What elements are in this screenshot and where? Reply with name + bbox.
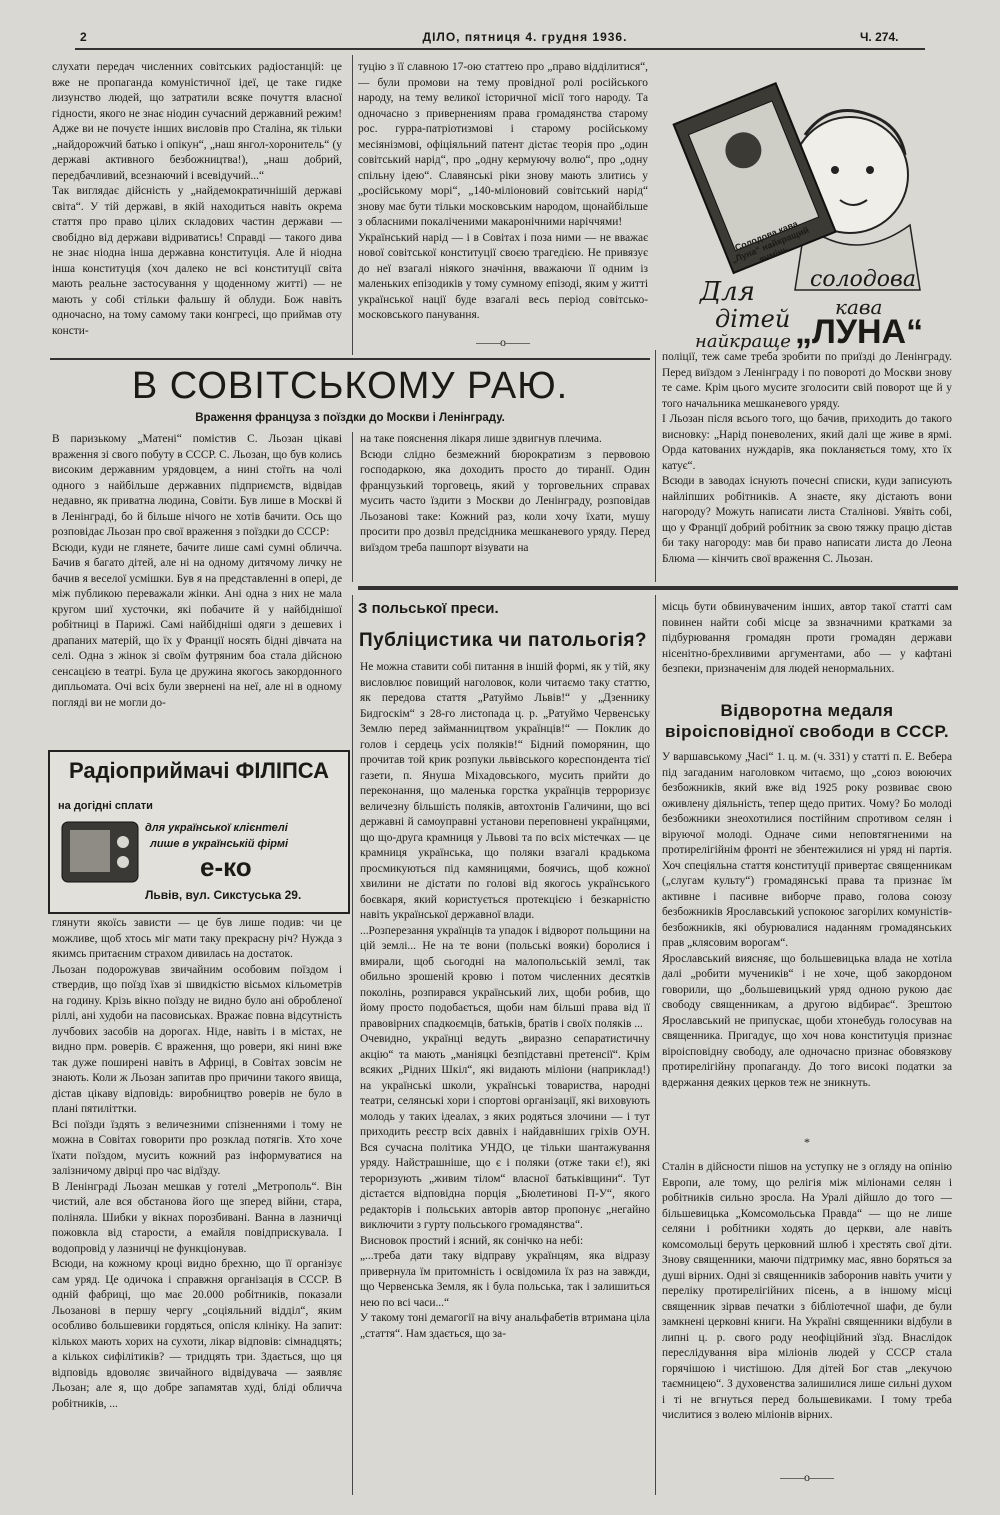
page-number: 2 xyxy=(80,30,87,44)
wavy-rule xyxy=(358,586,958,590)
article1-text-col3: поліції, теж саме треба зробити по приїзді до Ленінграду. Перед виїздом з Ленінграду і по повороті до Москви знову те саме. Крім цього мусите зголосити свій поворот ще й у того начальника мешканевого уряду. І Льозан після всього того, що бачив, приходить до такого висновку: „Нарід поневолених, який далі ще живе в ярмі. Орда катованих нуждарів, яка покланяється тому, хто їх катує“. Всюди в заводах існують почесні списки, куди записують найліпших робітників. А знаєте, яку дістають вони нагороду? Можуть написати листа Сталінові. Уявіть собі, що у Франції добрий робітник за свою тяжку працю дістав би таку нагороду: мав би право написати листа до Леона Блюма — кінчить свої враження С. Льозан. xyxy=(662,351,952,565)
section-rule xyxy=(50,358,650,360)
article1-title: В СОВІТСЬКОМУ РАЮ. xyxy=(131,365,569,407)
header-rule xyxy=(75,48,925,50)
philips-advertisement xyxy=(48,750,350,914)
star-separator: * xyxy=(804,1135,810,1149)
column-divider xyxy=(352,55,353,355)
luna-box-label: Солодова кава „Луна“ найкращий ячмінь xyxy=(729,218,811,266)
philips-line2: лише в українській фірмі xyxy=(150,838,289,850)
luna-slogan-5: найкраще xyxy=(695,331,791,352)
continuation-text-col2: туцію з її славною 17-ою статтею про „право відділитися“, — були промови на тему провідної ролі російського народу, на тему великої історичної місії того народу. Та одночасно з привернениям права громадянства старому рос. гурра-патріотизмові і старому російському месіянізмові, офіціяльний патент дістає теорія про „один совітський нарід“, про „одну кермуючу волю“, про „одну спільну ідею“. Славянські ріки знову мають злитись у „російському морі“, „140-міліоновий совітський нарід“ знову має бути тільки московським народом, щонайбільше з обласними покаліченими макаронічними наріччями! Український нарід — і в Совітах і поза ними — не вважає нової совітської конституції своєю трагедією. Не привязує до неї взагалі ніякого значіння, вважаючи її одним із маленьких епізодиків у тому сумному епізоді, яким у житті української нації буде взагалі весь період совітсько-московського панування. xyxy=(358,61,648,321)
luna-slogan-2: солодова xyxy=(810,267,916,292)
article1-text-col1-continued: глянути якоїсь зависти — це був лише подив: чи це можливе, щоб хтось міг мати таку прекрасну річ? Нужда з якимсь притаєним страхом дивилась на достаток. Льозан подорожував звичайним особовим поїздом і ствердив, що поїзд їхав зі швидкістю вісьмох кільометрів на годину. Крізь вікно поїзду не видно було ані обробленої ріллі, ані худоби на пасовиськах. Вражає повна відсутність лучбових засобів на дорогах. Ніде, навіть і в містах, не видно прм. роверів. Є враження, що ровери, які нині вже так дуже поширені навіть в Африці, в Совітах зовсім не знають. Коли ж Льозан запитав про причини такого явища, дістав цікаву відповідь: виробництво роверів не було в плані пятиліттки. Всі поїзди їздять з величезними спізненнями і тому не можна в Совітах говорити про розклад потягів. Хто хоче їхати поїздом, мусить кожний раз інформуватися на залізничому двірці про час відїзду. В Ленінграді Льозан мешкав у готелі „Метрополь“. Він чистий, але вся обстанова його ще зперед війни, стара, поліняла. Шибки у вікнах порозбивані. Ванна в лазничці пожовкла від старости, а емайля повідприскувала. І водопровід у лазничці не функціонував. Всюди, на кожному кроці видно брехню, що її організує сам уряд. Це одичока і справжня організація в СССР. В одній фабриці, що має 20.000 робітників, показали Льозанові в першу чергу „соціяльний відділ“, яким особливо большевики гордяться, опісля клініку. На запит: кількох мають хорих на сухоти, лікар відповів: сімнадцять; а кількох сифілітиків? — тридцять три. Здається, що ця відповідь вдоволяє звичайного відвідувача — заявляє Льозан; але я, що добре запамятав худі, бліді обличча робітників, ... xyxy=(52,917,342,1410)
luna-slogan-3: дітей xyxy=(715,305,791,333)
luna-advertisement xyxy=(655,55,955,355)
column-divider xyxy=(352,432,353,582)
child-with-box-illustration xyxy=(655,55,955,355)
article1-text-col2: на таке пояснення лікаря лише здвигнув плечима. Всюди слідно безмежний бюрократизм з первовою господаркою, яка доходить просто до тиранії. Один французький торговець, який у торговельних справах мусить часто їздити з Москви до Ленінграду, розповідав Льозанові таке: Кожний раз, коли хочу їхати, мушу просити про дозвіл предсідника мешканевого уряду. Перед виїздом треба пашпорт візувати на xyxy=(360,433,650,554)
article3-title: Відворотна медаля віроісповідної свободи в СССР. xyxy=(664,701,950,741)
continuation-text-col1: слухати передач численних совітських радіостанцій: це вже не пропаганда комуністичної ідеї, це таке гидке лизунство людей, що затратили всяке почуття власної гідности, якого не знає ніодин сучасний державний режим! Адже ви не почуєте інших висловів про Сталіна, як тільки „найдорожчий батько і опікун“, „наш янгол-хоронитель“ (у державі активного безбожництва!), „наш добрий, передбачливий, всезнаючий і всевідучий...“ Так виглядає дійсність у „найдемократичнішій державі світа“. У тій державі, в якій находиться навіть окрема стаття про право цілих складових частин держави — свобідно від держави відриватись! Справді — такого дива не знає ніодна інша державна конституція. Але й ніодна інша конституція (хоч далеко не всі конституції світа мають реальне застосування у щоденному житті) — не мають у собі стільки фальшу й облуди. Бож навіть одночасно, на тому самому таки конгресі, що приймав оту консти- xyxy=(52,61,342,337)
article1-subtitle: Враження француза з поїздки до Москви і Ленінграду. xyxy=(195,412,505,424)
philips-terms: на догідні сплати xyxy=(58,800,153,812)
masthead: ДІЛО, пятниця 4. грудня 1936. xyxy=(422,30,628,44)
article2-title: Публіцистика чи патольогія? xyxy=(358,630,648,651)
column-divider xyxy=(655,350,656,582)
article2-text: Не можна ставити собі питання в іншій формі, як у тій, яку висловлює повищий наголовок, коли читаємо таку статтю, як передова стаття „Ратуймо Львів!“ у „Дзеннику Бидгоскім“ з 28-го листопада ц. р. „Ратуймо Червенську Землю перед займанництвом українців!“ — Поклик до голов і сердець усіх поляків!“ Бідний поморянин, що прочитав той крик розпуки львівського кореспондента тієї газети, п. Януша Міхадовського, мусить прийти до переконання, що маленька горстка українців терроризує величезну більшість поляків, автохтонів Галичини, що всі державні й самоуправні установи переповнені українцями, що що-друга крамниця у Львові та по всіх містечках — це крамниця українська, що поляки взагалі крадькома просмикуються під камяницями, боячись, щоб кожної хвилини не дістати по голові від якогось українського боєвкаря, який користується протекцією і безкарністю навіть української державної влади. ...Розперезання українців та упадок і відворот польщини на цій землі... Не на те вони (польські вояки) боролися і вмирали, щоб сьогодні на малопольській землі, так обильно зрошеній кровю і потом численних десятків поколінь, розпирався український лих, щоби робив, що йому просто подобається, щоби нам більші права від її правовірних спадкоємців, батьків, братів і своїх поляків ... Очевидно, українці ведуть „виразно сепаратистичну акцію“ та мають „маніяцкі безпідставні претенсії“. Крім всяких „Рідних Шкіл“, які видають міліони (наприклад!) на українські школи, українські товариства, народні театри, селянські хори і спортові організації, які виховують молодь у таких ідеалах, з яких родяться злочини — і тут приходить реєстр всіх давніх і найдавніших гріхів ОУН. Вся сучасна політика УНДО, це тільки шантажування уряду. Найстрашніше, що є і поляки (отже таки є!), які тероризують „живим тілом“ власної батьківщини“. Тут дістаєтся відповідна порція „Бюлетинові П-У“, якого редакторів і польських авторів автор пропонує „негайно виключити з гурту польського громадянства“. Висновок простий і ясний, як сонічко на небі: „...треба дати таку відправу українцям, яка відразу привернула їм притомність і освідомила їх раз на завжди, що Червенська Земля, як і була польська, так і залишиться нею по всі часи...“ У такому тоні демагогії на вічу анальфабетів втримана ціла „стаття“. Нам здається, що за- xyxy=(360,661,650,1340)
luna-slogan-4: кава xyxy=(835,295,883,319)
article2-ending-text: місць бути обвинуваченим інших, автор такої статті сам повинен найти собі місце за звзначними кратками за підбурювання громадян проти громадян держави нісенітно-брехливими аргументами, або — у кафтані безпеки, призначенім для людей ненормальних. xyxy=(662,601,952,675)
article3-text: У варшавському „Часі“ 1. ц. м. (ч. 331) у статті п. Е. Вебера під загаданим наголовком читаємо, що „союз воюючих безбожників, який вже від 1925 року розвиває свою оживлену діяльність, тепер щедо притих. Чому? Бо молоді безбожники знеохотилися постійним спротивом селян і віруючої молоді. Одначе сими неповтягненими на протирелігійнім фронті не збентежилися ні уряд ні партія. Хоч спеціяльна стаття конституції привертає священникам („слугам культу“) громадянські права та признає їм активне і пасивне виборче право, голова союзу безбожників Ярославський успокоює загорілих комуністів-безбожників, які обурювалися наданням громадянських прав „клясовим ворогам“. Ярославський виясняє, що большевицька влада не хотіла далі „робити мучеників“ і не хоче, щоб закордоном говорили, що „большевицький уряд одною рукою дає свободу священникам, а другою відбирає“. Зрештою Ярославський не припускає, щоби хтонебудь голосував на священника. Пригадує, що хоч нова конституція признає віроісповідну свободу, але одночасно признає обовязкову протирелігійну пропаганду. До того високі податки за вдержання деяких церков теж не зникнуть. xyxy=(662,751,952,1089)
column-divider xyxy=(655,595,656,1495)
philips-firm: е-ко xyxy=(200,852,252,882)
philips-address: Львів, вул. Сикстуська 29. xyxy=(145,888,302,902)
article1-text-col1: В паризькому „Матені“ помістив С. Льозан цікаві враження зі свого побуту в СССР. С. Льозан, що був колись високим державним урядовцем, а нині стоїть на чолі одного з найбільше державних підприємств, відвідав недавно, як приватна людина, Совіти. Був лише в Москві й в Ленінграді, бо й більше нічого не хотів бачити. Ось що розповідає Льозан про свої враження з поїздки до СССР: Всюди, куди не глянете, бачите лише самі сумні обличча. Бачив я багато дітей, але ні на одному дитячому личку не бачив я веселої усмішки. Був я на представленні в опері, де між публикою переважали жінки. Ані одна з них не мала кругом шиї хусточки, які побачите й у найбіднішої робітниці в Парижі. Самі найбідніші одяги з дешевих і драпаних матерій, що їх у Франції носять бідні дівчата на селі. Одна з жінок зі своїм футряним боа стала дійсною сенсацією в театрі. Була це дружина якогось закордонного дипльомата. Очі всіх були звернені на неї, але ні в одному погляді ви не могли до- xyxy=(52,433,342,709)
philips-title: Радіоприймачі ФІЛІПСА xyxy=(68,758,330,783)
section-label: З польської преси. xyxy=(358,600,499,617)
luna-slogan-1: Для xyxy=(700,277,755,307)
luna-brand: „ЛУНА“ xyxy=(795,313,924,351)
column-divider xyxy=(352,595,353,1495)
article3-text-part2: Сталін в дійсности пішов на уступку не з огляду на опінію Европи, але тому, що релігія між міліонами селян і робітників сильно зросла. На Уралі дійшло до того — більшевицька „Комсомольська Правда“ — що не лише селяни і робітники ходять до церкви, але навіть комсомольці беруть церковний шлюб і хрестять свої діти. Знову священники, маючи підтримку мас, явно боряться за душі вірних. Одні зі священників заборонив навіть учити у переліку протирелігійних пісень, а в іншому місці священник зірвав печатки з бібліотечної шафи, де були замкнені церковні книги. На Україні священники відбули в липні ц. р. свого роду неофіційний зїзд. Внаслідок переслідування віра міліонів людей у СССР стала горячішою і чистішою. Для дітей Бог став „лекучою таємницею“. З духовенства залишилися лише сильні духом і ті не вгнуться перед большевиками. І тому треба числитися з волею міліонів вірних. xyxy=(662,1161,952,1421)
separator-mark: ——o—— xyxy=(476,335,530,349)
issue-number: Ч. 274. xyxy=(860,30,899,44)
philips-line1: для української клієнтелі xyxy=(145,822,288,834)
radio-icon xyxy=(60,820,140,885)
end-mark: ——o—— xyxy=(780,1470,834,1484)
